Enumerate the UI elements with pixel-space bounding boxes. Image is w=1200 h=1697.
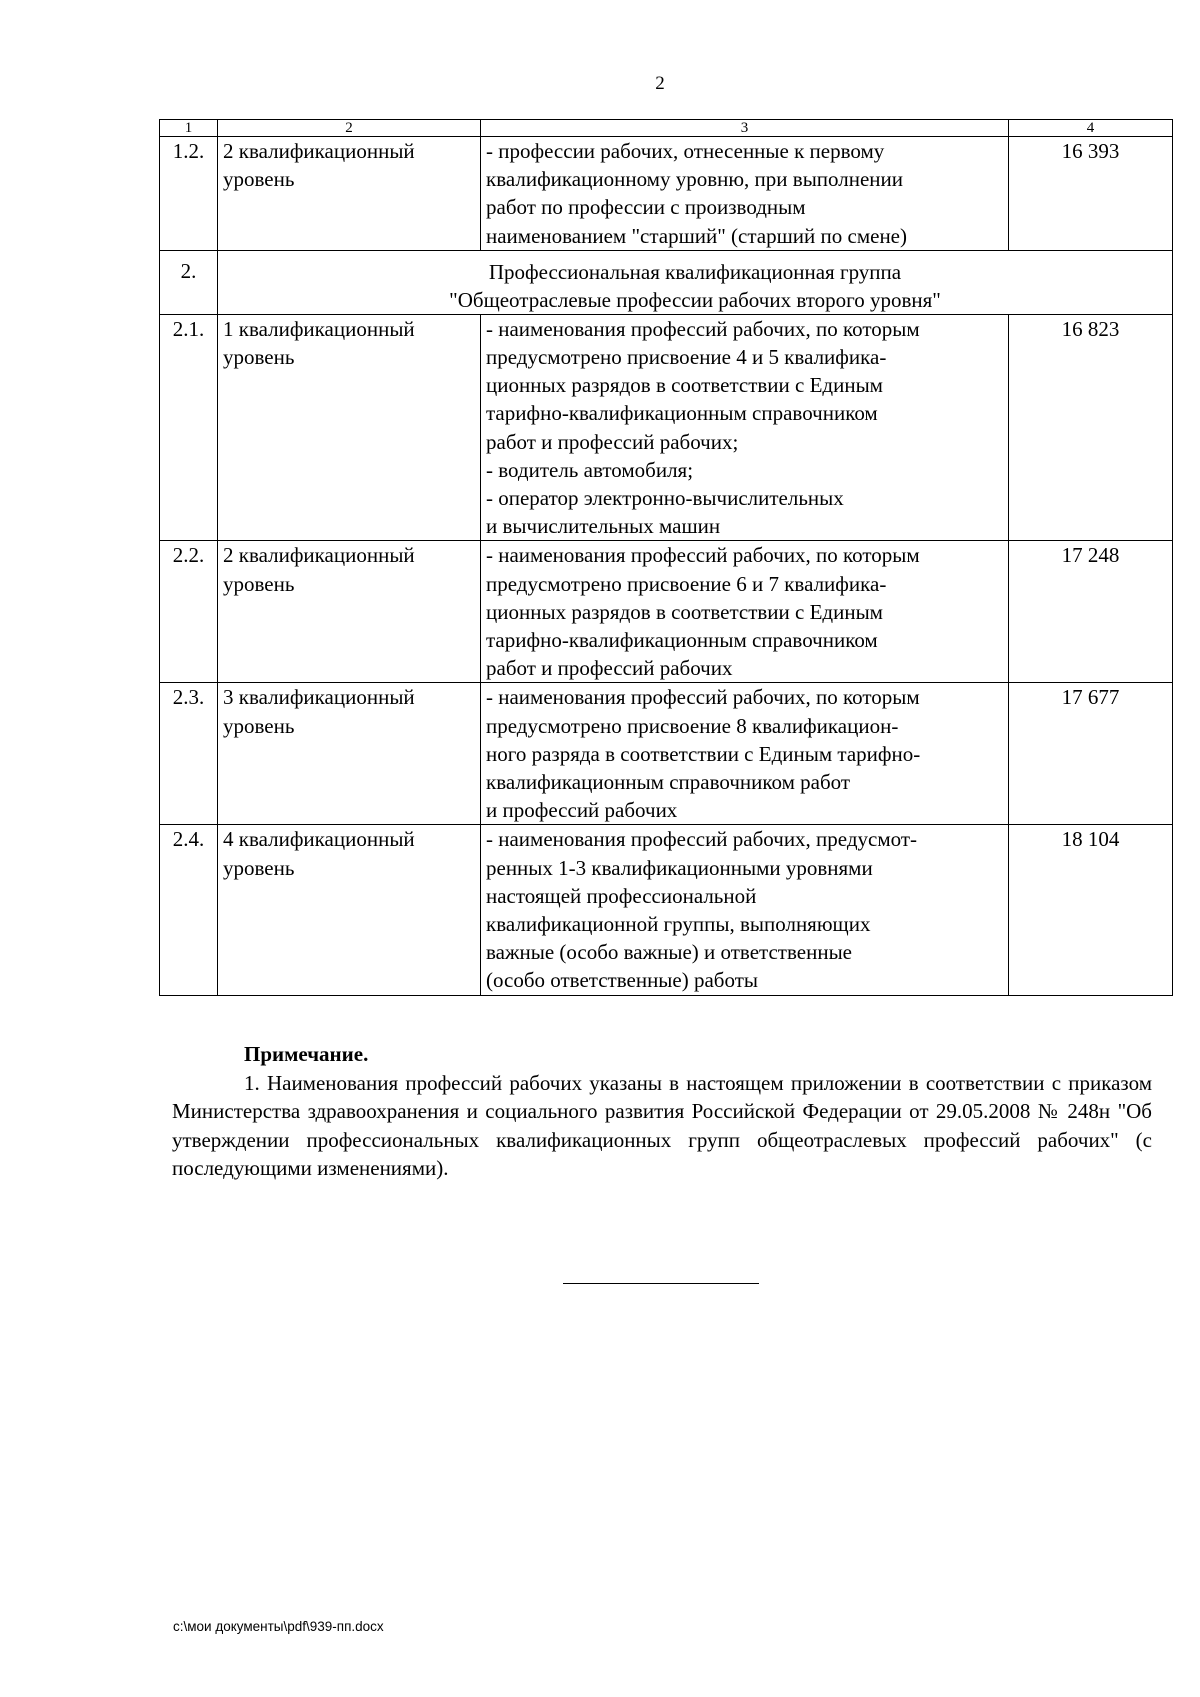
profession-description: [481, 137, 1009, 251]
text-line: Профессиональная квалификационная группа: [488, 259, 902, 284]
text-line: - водитель автомобиля;: [486, 457, 694, 482]
table-row: [160, 137, 1173, 251]
note-text: 1. Наименования профессий рабочих указаны в настоящем приложении в соответствии с приказом Министерства здравоохранения и социального развития Российской Федерации от 29.05.2008 № 248н "Об утверждении профессиональных квалификационных групп общеотраслевых профессий рабочих" (с последующими изменениями).: [172, 1070, 1152, 1180]
text-line: предусмотрено присвоение 6 и 7 квалифика-: [486, 571, 887, 596]
row-number: 2.3.: [160, 683, 218, 825]
row-number: 2.4.: [160, 825, 218, 995]
text-line: предусмотрено присвоение 4 и 5 квалифика-: [486, 345, 887, 370]
text-line: уровень: [223, 571, 295, 596]
text-line: тарифно-квалификационным справочником: [486, 401, 878, 426]
closing-divider: [563, 1283, 759, 1284]
text-line: - наименования профессий рабочих, по которым: [486, 316, 920, 341]
row-number: 1.2.: [160, 137, 218, 251]
text-line: предусмотрено присвоение 8 квалификацион-: [486, 713, 899, 738]
text-line: ционных разрядов в соответствии с Единым: [486, 599, 883, 624]
group-number: 2.: [160, 250, 218, 314]
qualification-level: [218, 541, 481, 683]
row-number: 2.2.: [160, 541, 218, 683]
text-line: 2 квалификационный: [223, 139, 415, 163]
salary-value: 16 393: [1009, 137, 1173, 251]
text-line: работ по профессии с производным: [486, 195, 806, 220]
qualification-level: [218, 683, 481, 825]
qualification-level: [218, 137, 481, 251]
table-header-row: [160, 120, 1173, 137]
profession-description: [481, 314, 1009, 541]
group-row: [160, 250, 1173, 314]
header-cell: 3: [481, 120, 1009, 137]
text-line: 2 квалификационный: [223, 543, 415, 568]
text-line: уровень: [223, 713, 295, 738]
salary-value: 18 104: [1009, 825, 1173, 995]
text-line: уровень: [223, 855, 295, 880]
text-line: - наименования профессий рабочих, по которым: [486, 685, 920, 710]
text-line: настоящей профессиональной: [486, 883, 757, 908]
note-block: [172, 1040, 1152, 1183]
text-line: квалификационным справочником работ: [486, 770, 851, 795]
note-heading: Примечание.: [244, 1042, 369, 1066]
qualification-level: [218, 825, 481, 995]
text-line: и вычислительных машин: [486, 514, 721, 539]
text-line: 4 квалификационный: [223, 827, 415, 852]
qualification-table: [159, 119, 1173, 996]
row-number: 2.1.: [160, 314, 218, 541]
text-line: ренных 1-3 квалификационными уровнями: [486, 855, 873, 880]
text-line: тарифно-квалификационным справочником: [486, 628, 878, 653]
page-number: 2: [655, 73, 665, 94]
text-line: - наименования профессий рабочих, по которым: [486, 543, 920, 568]
profession-description: [481, 825, 1009, 995]
text-line: квалификационному уровню, при выполнении: [486, 167, 904, 192]
text-line: ного разряда в соответствии с Единым тарифно-: [486, 741, 921, 766]
text-line: (особо ответственные) работы: [486, 968, 758, 993]
text-line: работ и профессий рабочих;: [486, 429, 739, 454]
text-line: "Общеотраслевые профессии рабочих второго уровня": [449, 287, 941, 312]
text-line: - профессии рабочих, отнесенные к первому: [486, 139, 885, 163]
salary-value: 17 677: [1009, 683, 1173, 825]
table-row: [160, 825, 1173, 995]
text-line: работ и профессий рабочих: [486, 656, 733, 681]
file-path: c:\мои документы\pdf\939-пп.docx: [173, 1619, 384, 1634]
text-line: квалификационной группы, выполняющих: [486, 912, 871, 937]
text-line: важные (особо важные) и ответственные: [486, 940, 852, 965]
table-row: [160, 541, 1173, 683]
text-line: ционных разрядов в соответствии с Единым: [486, 373, 883, 398]
text-line: наименованием "старший" (старший по смене): [486, 223, 907, 248]
text-line: - наименования профессий рабочих, предусмот-: [486, 827, 918, 852]
salary-value: 16 823: [1009, 314, 1173, 541]
table-row: [160, 314, 1173, 541]
profession-description: [481, 541, 1009, 683]
text-line: 1 квалификационный: [223, 316, 415, 341]
qualification-level: [218, 314, 481, 541]
salary-value: 17 248: [1009, 541, 1173, 683]
profession-description: [481, 683, 1009, 825]
header-cell: 1: [160, 120, 218, 137]
text-line: уровень: [223, 345, 295, 370]
text-line: 3 квалификационный: [223, 685, 415, 710]
group-title: [218, 250, 1173, 314]
text-line: уровень: [223, 167, 295, 192]
header-cell: 4: [1009, 120, 1173, 137]
text-line: - оператор электронно-вычислительных: [486, 486, 844, 511]
table-row: [160, 683, 1173, 825]
header-cell: 2: [218, 120, 481, 137]
text-line: и профессий рабочих: [486, 798, 678, 823]
